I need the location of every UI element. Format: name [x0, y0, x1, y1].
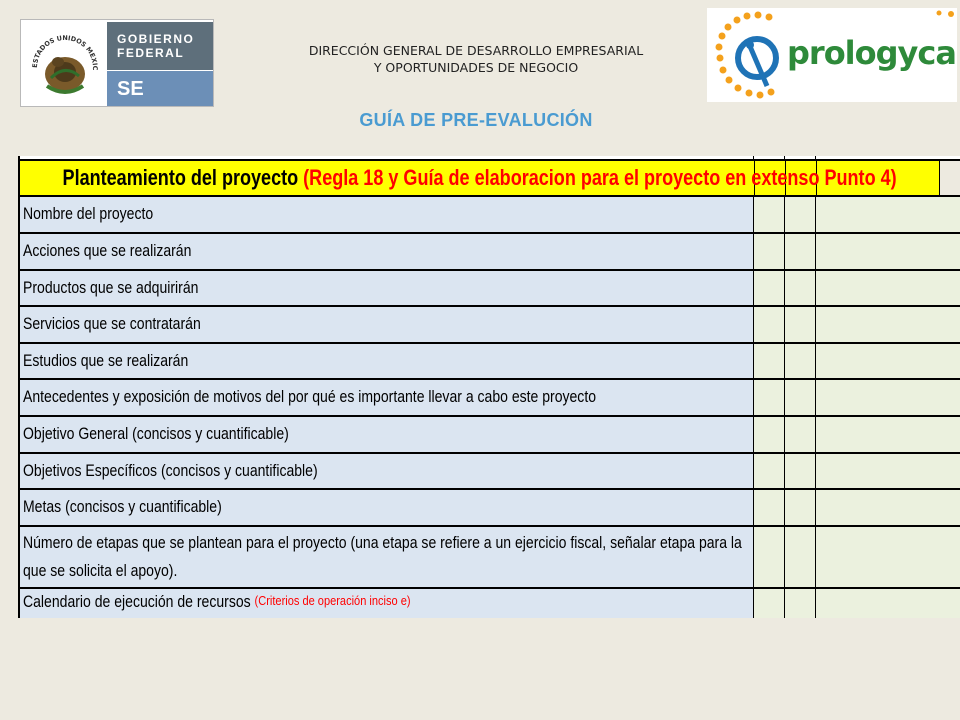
comment-cell[interactable]	[816, 307, 960, 342]
check-cell[interactable]	[754, 417, 785, 452]
comment-cell[interactable]	[816, 344, 960, 378]
evaluation-table	[18, 156, 960, 618]
gobierno-federal-label	[107, 22, 213, 70]
comment-cell[interactable]	[816, 380, 960, 415]
gob-line-1: GOBIERNO	[117, 32, 195, 46]
section-header-row	[20, 161, 960, 197]
check-cell[interactable]	[785, 490, 816, 525]
org-line-1: DIRECCIÓN GENERAL DE DESARROLLO EMPRESARIAL	[308, 43, 644, 58]
check-cell[interactable]	[754, 527, 785, 587]
row-label: Servicios que se contratarán	[23, 315, 201, 333]
row-label: Antecedentes y exposición de motivos del por qué es importante llevar a cabo este proyecto	[23, 388, 597, 406]
check-cell[interactable]	[785, 344, 816, 378]
section-title: Planteamiento del proyecto	[62, 165, 299, 190]
comment-cell[interactable]	[816, 490, 960, 525]
check-cell[interactable]	[785, 197, 816, 232]
check-cell[interactable]	[754, 197, 785, 232]
gob-line-2: FEDERAL	[117, 46, 185, 60]
mexican-seal-icon	[25, 24, 105, 102]
row-label: Nombre del proyecto	[23, 205, 154, 223]
row-label: Estudios que se realizarán	[23, 351, 189, 370]
check-cell[interactable]	[754, 589, 785, 618]
table-row	[20, 589, 960, 618]
check-cell[interactable]	[754, 344, 785, 378]
seal-text: ESTADOS UNIDOS MEXIC	[30, 33, 100, 71]
table-row	[20, 197, 960, 234]
prologyca-logo	[707, 8, 957, 102]
table-row	[20, 454, 960, 490]
se-label: SE	[107, 71, 213, 106]
check-cell[interactable]	[785, 234, 816, 269]
check-cell[interactable]	[785, 380, 816, 415]
table-row	[20, 380, 960, 417]
brand-name: prologyca	[787, 34, 956, 72]
row-label: Acciones que se realizarán	[23, 242, 192, 260]
row-label: Calendario de ejecución de recursos	[23, 593, 251, 611]
comment-cell[interactable]	[816, 527, 960, 587]
table-row	[20, 234, 960, 271]
check-cell[interactable]	[785, 417, 816, 452]
table-row	[20, 417, 960, 454]
table-row	[20, 344, 960, 380]
gobierno-federal-logo	[20, 19, 214, 107]
comment-cell[interactable]	[816, 454, 960, 488]
check-cell[interactable]	[754, 380, 785, 415]
check-cell[interactable]	[754, 490, 785, 525]
row-label: Objetivos Específicos (concisos y cuantificable)	[23, 461, 318, 480]
row-label: Productos que se adquirirán	[23, 278, 199, 297]
row-note: (Criterios de operación inciso e)	[254, 593, 411, 608]
row-label: Número de etapas que se plantean para el proyecto (una etapa se refiere a un ejercicio fiscal, señalar etapa para la que se solicita el apoyo).	[23, 534, 742, 580]
check-cell[interactable]	[785, 454, 816, 488]
table-row	[20, 527, 960, 589]
check-cell[interactable]	[754, 307, 785, 342]
org-line-2: Y OPORTUNIDADES DE NEGOCIO	[373, 60, 579, 75]
check-cell[interactable]	[785, 271, 816, 305]
comment-cell[interactable]	[816, 417, 960, 452]
check-cell[interactable]	[754, 271, 785, 305]
comment-cell[interactable]	[816, 234, 960, 269]
check-cell[interactable]	[754, 454, 785, 488]
check-cell[interactable]	[754, 234, 785, 269]
check-cell[interactable]	[785, 589, 816, 618]
organization-name	[260, 42, 692, 76]
comment-cell[interactable]	[816, 197, 960, 232]
table-row	[20, 490, 960, 527]
row-label: Metas (concisos y cuantificable)	[23, 498, 222, 516]
page-title: GUÍA DE PRE-EVALUCIÓN	[359, 110, 593, 130]
comment-cell[interactable]	[816, 271, 960, 305]
comment-cell[interactable]	[816, 589, 960, 618]
section-reference: (Regla 18 y Guía de elaboracion para el proyecto en extenso Punto 4)	[303, 165, 898, 190]
row-label: Objetivo General (concisos y cuantificable)	[23, 425, 289, 443]
check-cell[interactable]	[785, 527, 816, 587]
check-cell[interactable]	[785, 307, 816, 342]
table-row	[20, 307, 960, 344]
table-row	[20, 271, 960, 307]
